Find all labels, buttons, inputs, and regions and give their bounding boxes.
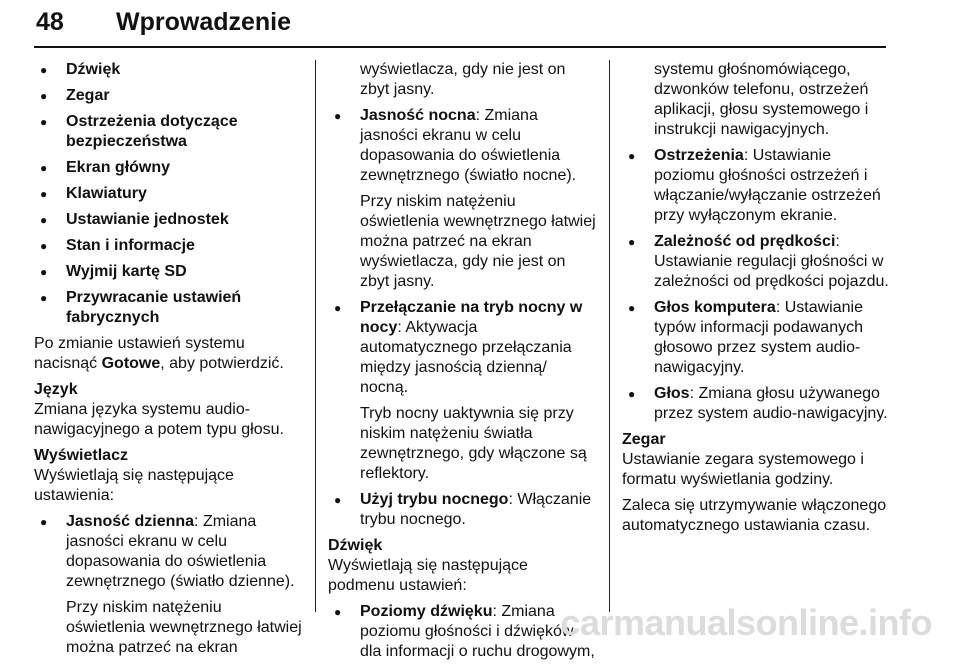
list-item: ● Ekran główny [34, 158, 304, 178]
list-item: ● Przełączanie na tryb nocny w nocy: Aktywacja automatycznego przełączania między jasnością dzienną/ nocną. [328, 298, 598, 398]
section-heading-jezyk: Język [34, 381, 78, 398]
list-item: ● Ustawianie jednostek [34, 210, 304, 230]
page-header [34, 0, 886, 50]
wyswietlacz-list [34, 512, 304, 658]
header-divider [34, 46, 886, 48]
column-divider-1 [315, 60, 316, 612]
list-item: ● Stan i informacje [34, 236, 304, 256]
column-2 [328, 60, 598, 668]
section-heading-wyswietlacz: Wyświetlacz [34, 447, 128, 464]
list-item-note: Przy niskim natężeniu oświetlenia wewnętrznego łatwiej można patrzeć na ekran wyświetlacza, gdy nie jest on zbyt jasny. [360, 193, 596, 290]
list-item-note: systemu głośnomówiącego, dzwonków telefonu, ostrzeżeń aplikacji, głosu systemowego i instrukcji nawigacyjnych. [654, 61, 869, 138]
watermark: carmanualsonline.info [560, 602, 932, 643]
wyswietlacz-intro: Wyświetlają się następujące ustawienia: [34, 467, 234, 504]
list-item: ● Zależność od prędkości: Ustawianie regulacji głośności w zależności od prędkości pojazdu. [622, 232, 894, 292]
list-item-note: Przy niskim natężeniu oświetlenia wewnętrznego łatwiej można patrzeć na ekran [66, 599, 302, 656]
page-title: Wprowadzenie [116, 8, 292, 36]
dzwiek-list-cont [622, 60, 894, 424]
list-item: ● Dźwięk [34, 60, 304, 80]
confirm-keyword: Gotowe [101, 355, 161, 372]
list-item-note: wyświetlacza, gdy nie jest on zbyt jasny. [360, 61, 566, 98]
section-heading-zegar: Zegar [622, 431, 666, 448]
page-number: 48 [36, 8, 64, 36]
confirm-paragraph: Po zmianie ustawień systemu nacisnąć Gotowe, aby potwierdzić. [34, 335, 284, 372]
list-item: ● Klawiatury [34, 184, 304, 204]
list-item: ● Ostrzeżenia dotyczące bezpieczeństwa [34, 112, 304, 152]
dzwiek-list [328, 602, 598, 662]
list-item: ● Zegar [34, 86, 304, 106]
list-item: ● Użyj trybu nocnego: Włączanie trybu nocnego. [328, 490, 598, 530]
list-item-note: Tryb nocny uaktywnia się przy niskim natężeniu światła zewnętrznego, gdy włączone są reflektory. [360, 405, 587, 482]
list-item: ● Poziomy dźwięku: Zmiana poziomu głośności i dźwięków dla informacji o ruchu drogowym, [328, 602, 598, 662]
list-item: ● Przywracanie ustawień fabrycznych [34, 288, 304, 328]
wyswietlacz-list-cont [328, 60, 598, 530]
dzwiek-intro: Wyświetlają się następujące podmenu ustawień: [328, 557, 528, 594]
settings-menu-list [34, 60, 304, 328]
list-item: ● Jasność nocna: Zmiana jasności ekranu w celu dopasowania do oświetlenia zewnętrznego (światło nocne). [328, 106, 598, 186]
zegar-note: Zaleca się utrzymywanie włączonego automatycznego ustawiania czasu. [622, 497, 887, 534]
section-heading-dzwiek: Dźwięk [328, 537, 383, 554]
column-divider-2 [609, 60, 610, 612]
list-item: ● Jasność dzienna: Zmiana jasności ekranu w celu dopasowania do oświetlenia zewnętrznego (światło dzienne). [34, 512, 304, 592]
column-1 [34, 60, 304, 664]
list-item: ● Głos komputera: Ustawianie typów informacji podawanych głosowo przez system audio-nawigacyjny. [622, 298, 894, 378]
list-item: ● Głos: Zmiana głosu używanego przez system audio-nawigacyjny. [622, 384, 894, 424]
column-3 [622, 60, 894, 542]
jezyk-text: Zmiana języka systemu audio-nawigacyjnego a potem typu głosu. [34, 401, 284, 438]
list-item: ● Ostrzeżenia: Ustawianie poziomu głośności ostrzeżeń i włączanie/wyłączanie ostrzeżeń przy wyłączonym ekranie. [622, 146, 894, 226]
zegar-text: Ustawianie zegara systemowego i formatu wyświetlania godziny. [622, 451, 864, 488]
list-item: ● Wyjmij kartę SD [34, 262, 304, 282]
